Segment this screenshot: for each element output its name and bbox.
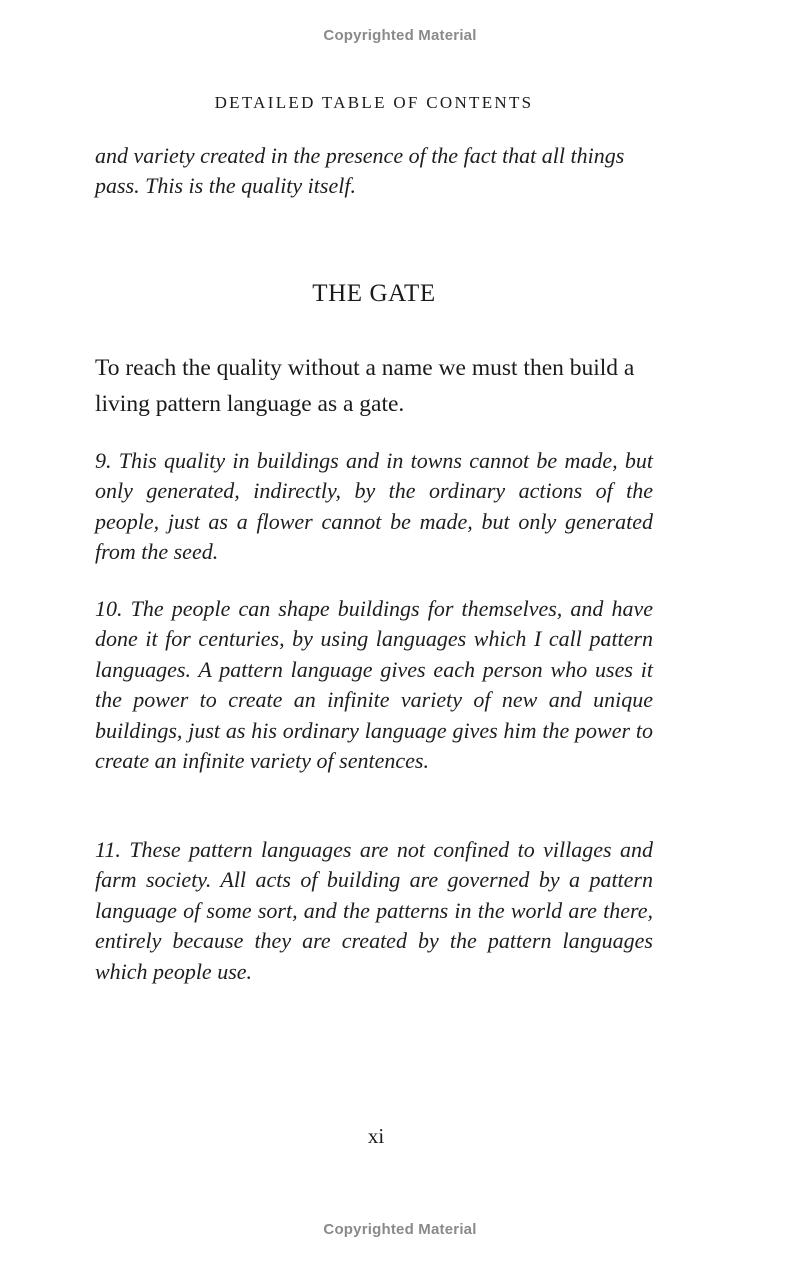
entry-text: These pattern languages are not confined to villages and farm society. All acts of building are governed by a pattern language of some sort, and the patterns in the world are there, entirely because they are created by the pattern languages which people use. (95, 837, 654, 984)
entry-number: 9. (95, 448, 112, 473)
running-head: DETAILED TABLE OF CONTENTS (214, 93, 534, 112)
section-title: THE GATE (312, 280, 436, 307)
contents-entry-10 (95, 594, 653, 776)
entry-number: 10. (95, 596, 123, 621)
contents-entry-9 (95, 446, 653, 568)
page-number: xi (367, 1124, 385, 1148)
entry-number: 11. (95, 837, 121, 862)
entry-text: The people can shape buildings for themselves, and have done it for centuries, by using languages which I call pattern languages. A pattern language gives each person who uses it the power to create an infinite variety of new and unique buildings, just as his ordinary language gives him the power to create an infinite variety of sentences. (95, 596, 654, 774)
section-lead-paragraph: To reach the quality without a name we must then build a living pattern language as a gate. (95, 355, 635, 417)
copyright-watermark-top: Copyrighted Material (323, 27, 477, 44)
intro-paragraph: and variety created in the presence of the fact that all things pass. This is the quality itself. (95, 143, 625, 199)
copyright-watermark-bottom: Copyrighted Material (323, 1221, 477, 1238)
entry-text: This quality in buildings and in towns cannot be made, but only generated, indirectly, by the ordinary actions of the people, just as a flower cannot be made, but only generated from the seed. (95, 448, 654, 565)
contents-entry-11 (95, 835, 653, 987)
